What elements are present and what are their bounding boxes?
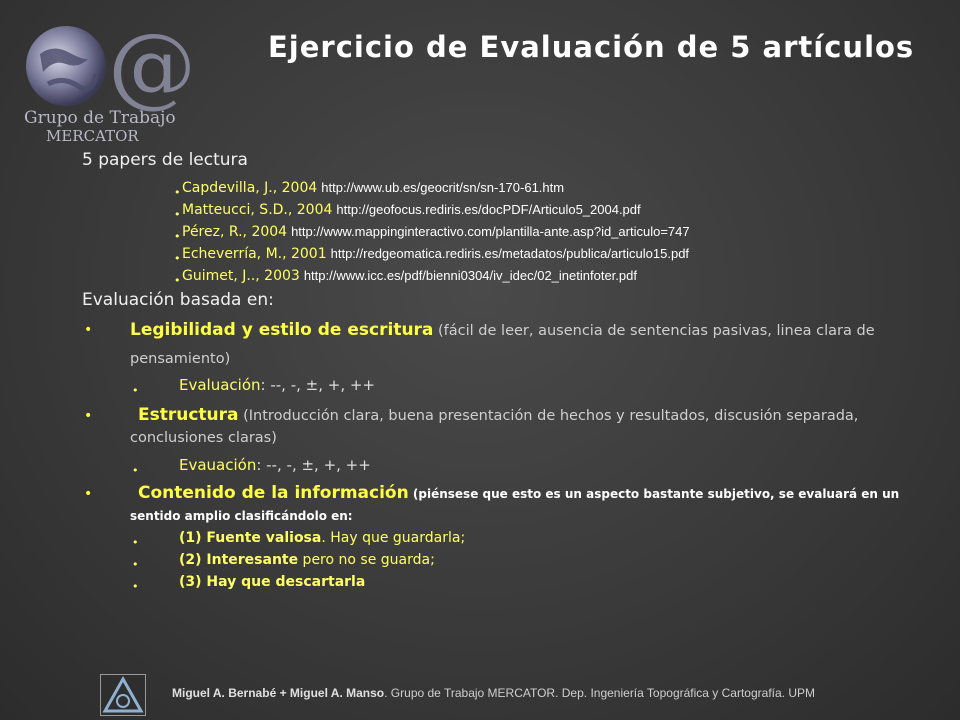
scale-label: Evaluación — [179, 376, 261, 394]
bullet: • — [132, 558, 139, 571]
category-item — [179, 574, 365, 590]
paper-item — [182, 246, 689, 262]
paper-url-link[interactable]: http://redgeomatica.rediris.es/metadatos/publica/articulo15.pdf — [330, 246, 690, 261]
slide-title: Ejercicio de Evaluación de 5 artículos — [268, 30, 915, 64]
criterion-description: (fácil de leer, ausencia de sentencias pasivas, linea clara de pensamiento) — [130, 323, 875, 367]
category-text: . Hay que guardarla; — [321, 530, 466, 546]
paper-item — [182, 224, 690, 240]
category-name: (3) Hay que descartarla — [179, 574, 366, 590]
evaluation-heading: Evaluación basada en: — [82, 290, 274, 310]
triangle-logo-icon — [101, 675, 145, 715]
criterion-item — [130, 482, 950, 527]
logo-text-line2: MERCATOR — [46, 127, 139, 145]
mercator-logo — [18, 14, 193, 149]
bullet: • — [174, 230, 181, 243]
bullet: • — [84, 486, 93, 502]
bullet: • — [132, 536, 139, 549]
footer-affiliation: . Grupo de Trabajo MERCATOR. Dep. Ingeniería Topográfica y Cartografía. UPM — [384, 686, 816, 700]
criterion-description: (piénsese que esto es un aspecto bastante subjetivo, se evaluará en un sentido amplio clasificándolo en: — [130, 487, 900, 523]
paper-author: Echeverría, M., 2001 — [182, 246, 327, 262]
paper-url-link[interactable]: http://www.icc.es/pdf/bienni0304/iv_idec/02_inetinfoter.pdf — [303, 268, 637, 283]
bullet: • — [174, 208, 181, 221]
footer-credits — [172, 686, 815, 700]
scale-label: Evauación — [179, 456, 257, 474]
category-text: pero no se guarda; — [298, 552, 435, 568]
logo-text-line1: Grupo de Trabajo — [24, 108, 176, 128]
criterion-description: (Introducción clara, buena presentación de hechos y resultados, discusión separada, conclusiones claras) — [130, 408, 859, 446]
footer-authors: Miguel A. Bernabé + Miguel A. Manso — [172, 686, 385, 700]
bullet: • — [174, 186, 181, 199]
paper-author: Pérez, R., 2004 — [182, 224, 288, 240]
evaluation-scale — [179, 376, 375, 394]
paper-author: Capdevilla, J., 2004 — [182, 180, 318, 196]
footer — [0, 666, 960, 720]
bullet: • — [84, 408, 93, 424]
bullet: • — [84, 322, 93, 338]
category-name: (2) Interesante — [179, 552, 299, 568]
footer-logo — [100, 674, 146, 716]
scale-values: : --, -, ±, +, ++ — [256, 456, 371, 474]
bullet: • — [132, 580, 139, 593]
criterion-name: Legibilidad y estilo de escritura — [130, 320, 434, 340]
paper-url-link[interactable]: http://geofocus.rediris.es/docPDF/Articulo5_2004.pdf — [336, 202, 641, 217]
paper-url-link[interactable]: http://www.mappinginteractivo.com/plantilla-ante.asp?id_articulo=747 — [291, 224, 690, 239]
category-item — [179, 530, 465, 546]
bullet: • — [132, 464, 139, 477]
paper-author: Guimet, J.., 2003 — [182, 268, 300, 284]
logo-at-symbol: @ — [108, 14, 193, 117]
category-name: (1) Fuente valiosa — [179, 530, 322, 546]
criterion-name: Contenido de la información — [138, 483, 409, 503]
papers-heading: 5 papers de lectura — [82, 150, 248, 170]
evaluation-scale — [179, 456, 371, 474]
category-item — [179, 552, 435, 568]
criterion-item — [130, 316, 942, 373]
bullet: • — [132, 384, 139, 397]
scale-values: : --, -, ±, +, ++ — [260, 376, 375, 394]
bullet: • — [174, 252, 181, 265]
criterion-name: Estructura — [138, 405, 239, 425]
paper-author: Matteucci, S.D., 2004 — [182, 202, 333, 218]
bullet: • — [174, 274, 181, 287]
paper-item — [182, 180, 564, 196]
criterion-item — [130, 404, 942, 449]
paper-url-link[interactable]: http://www.ub.es/geocrit/sn/sn-170-61.htm — [321, 180, 565, 195]
paper-item — [182, 268, 637, 284]
paper-item — [182, 202, 641, 218]
